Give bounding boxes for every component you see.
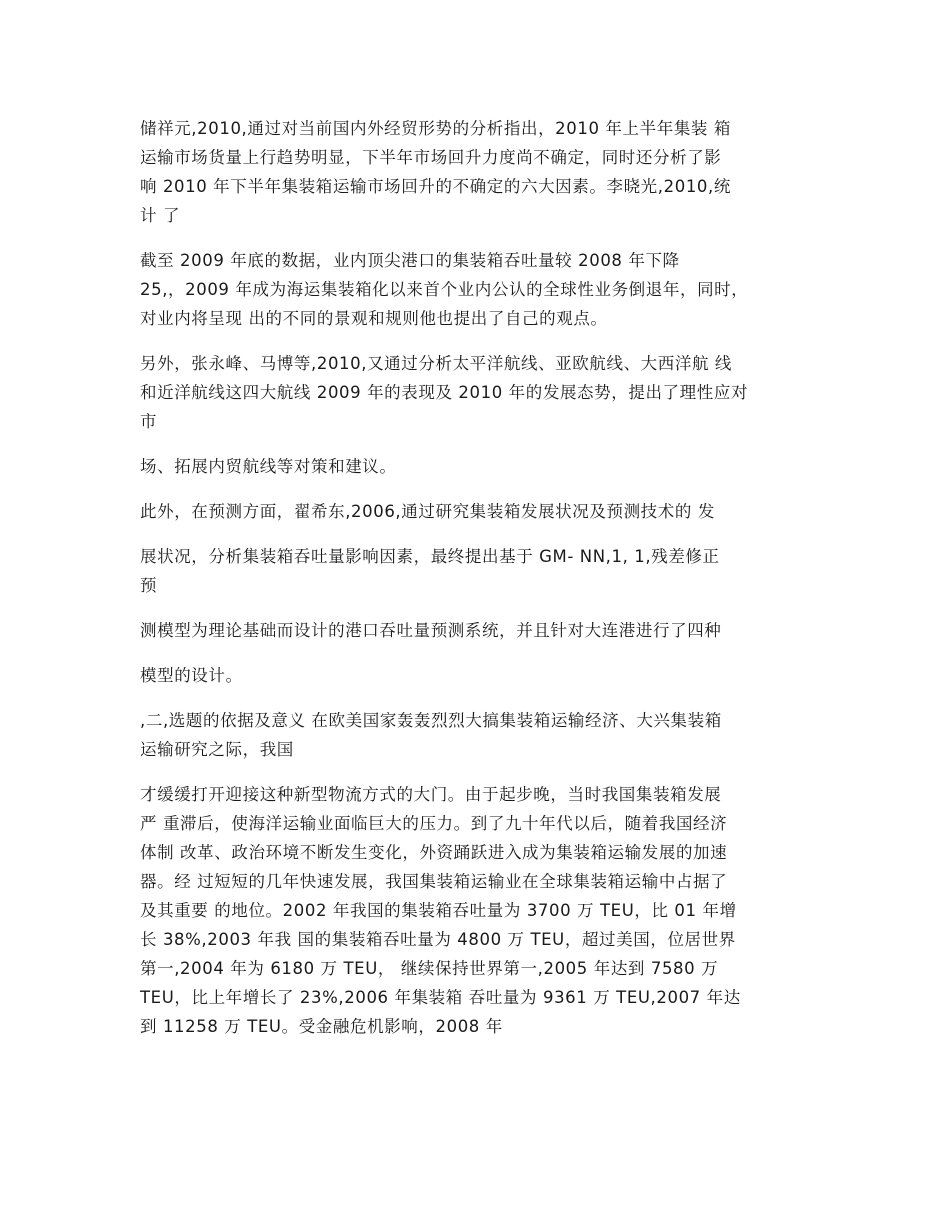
paragraph	[140, 706, 820, 764]
document-body	[140, 114, 820, 1057]
text-line: 计 了	[140, 206, 181, 225]
text-line: 预	[140, 576, 158, 595]
text-line: 运输市场货量上行趋势明显，下半年市场回升力度尚不确定，同时还分析了影	[140, 148, 722, 167]
text-line: 及其重要 的地位。2002 年我国的集装箱吞吐量为 3700 万 TEU，比 01 年增	[140, 901, 737, 920]
paragraph	[140, 661, 820, 690]
text-line: TEU，比上年增长了 23%,2006 年集装箱 吞吐量为 9361 万 TEU,2007 年达	[140, 988, 741, 1007]
text-line: 储祥元,2010,通过对当前国内外经贸形势的分析指出，2010 年上半年集装 箱	[140, 119, 731, 138]
text-line: 测模型为理论基础而设计的港口吞吐量预测系统，并且针对大连港进行了四种	[140, 621, 722, 640]
paragraph	[140, 542, 820, 600]
text-line: 市	[140, 412, 158, 431]
paragraph	[140, 780, 820, 1041]
text-line: 严 重滞后，使海洋运输业面临巨大的压力。到了九十年代以后，随着我国经济	[140, 814, 728, 833]
text-line: 第一,2004 年为 6180 万 TEU， 继续保持世界第一,2005 年达到 7580 万	[140, 959, 719, 978]
text-line: 器。经 过短短的几年快速发展，我国集装箱运输业在全球集装箱运输中占据了	[140, 872, 728, 891]
text-line: 展状况，分析集装箱吞吐量影响因素，最终提出基于 GM- NN,1, 1,残差修正	[140, 547, 720, 566]
text-line: 才缓缓打开迎接这种新型物流方式的大门。由于起步晚，当时我国集装箱发展	[140, 785, 722, 804]
text-line: ,二,选题的依据及意义 在欧美国家轰轰烈烈大搞集装箱运输经济、大兴集装箱	[140, 711, 722, 730]
paragraph	[140, 452, 820, 481]
text-line: 对业内将呈现 出的不同的景观和规则他也提出了自己的观点。	[140, 309, 608, 328]
text-line: 到 11258 万 TEU。受金融危机影响，2008 年	[140, 1017, 503, 1036]
text-line: 模型的设计。	[140, 666, 243, 685]
paragraph	[140, 246, 820, 333]
text-line: 响 2010 年下半年集装箱运输市场回升的不确定的六大因素。李晓光,2010,统	[140, 177, 731, 196]
paragraph	[140, 114, 820, 230]
text-line: 运输研究之际，我国	[140, 740, 294, 759]
text-line: 场、拓展内贸航线等对策和建议。	[140, 457, 397, 476]
paragraph	[140, 497, 820, 526]
text-line: 和近洋航线这四大航线 2009 年的表现及 2010 年的发展态势，提出了理性应对	[140, 383, 749, 402]
text-line: 另外，张永峰、马博等,2010,又通过分析太平洋航线、亚欧航线、大西洋航 线	[140, 354, 733, 373]
text-line: 此外，在预测方面，翟希东,2006,通过研究集装箱发展状况及预测技术的 发	[140, 502, 715, 521]
paragraph	[140, 349, 820, 436]
text-line: 25,，2009 年成为海运集装箱化以来首个业内公认的全球性业务倒退年，同时，	[140, 280, 749, 299]
text-line: 体制 改革、政治环境不断发生变化，外资踊跃进入成为集装箱运输发展的加速	[140, 843, 728, 862]
paragraph	[140, 616, 820, 645]
text-line: 长 38%,2003 年我 国的集装箱吞吐量为 4800 万 TEU，超过美国，位居世界	[140, 930, 736, 949]
text-line: 截至 2009 年底的数据，业内顶尖港口的集装箱吞吐量较 2008 年下降	[140, 251, 680, 270]
